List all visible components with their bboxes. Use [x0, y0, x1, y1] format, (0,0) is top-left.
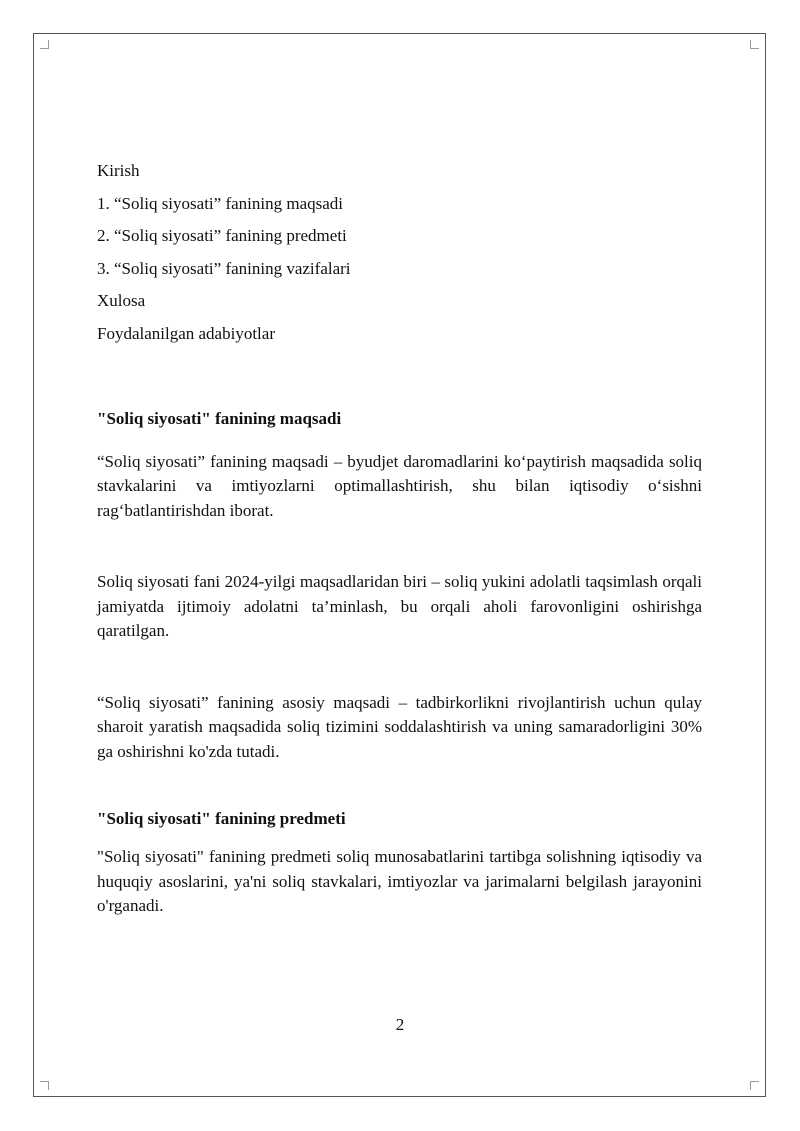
toc-item-1: 1. “Soliq siyosati” fanining maqsadi: [97, 193, 343, 213]
toc-item-references: Foydalanilgan adabiyotlar: [97, 323, 275, 343]
table-of-contents: [97, 160, 702, 345]
paragraph: "Soliq siyosati" fanining predmeti soliq munosabatlarini tartibga solishning iqtisodiy va huquqiy asoslarini, ya'ni soliq stavkalari, imtiyozlar va jarimalarni belgilash jarayonini o'rganadi.: [97, 847, 702, 915]
toc-item-3: 3. “Soliq siyosati” fanining vazifalari: [97, 258, 351, 278]
toc-item-2: 2. “Soliq siyosati” fanining predmeti: [97, 226, 347, 245]
paragraph: Soliq siyosati fani 2024-yilgi maqsadlaridan biri – soliq yukini adolatli taqsimlash orqali jamiyatda ijtimoiy adolatni ta’minlash, bu orqali aholi farovonligini oshirishga qaratilgan.: [97, 572, 702, 640]
crop-mark-top-left: [40, 40, 49, 49]
section-heading-purpose: "Soliq siyosati" fanining maqsadi: [97, 408, 342, 428]
page-number: 2: [395, 1015, 405, 1034]
page-content: [97, 160, 702, 919]
crop-mark-top-right: [750, 40, 759, 49]
section-heading-subject: "Soliq siyosati" fanining predmeti: [97, 809, 346, 828]
paragraph: “Soliq siyosati” fanining maqsadi – byudjet daromadlarini ko‘paytirish maqsadida soliq stavkalarini va imtiyozlarni optimallashtirish, shu bilan iqtisodiy o‘sishni rag‘batlantirishdan iborat.: [97, 451, 702, 520]
crop-mark-bottom-right: [750, 1081, 759, 1090]
crop-mark-bottom-left: [40, 1081, 49, 1090]
paragraph: “Soliq siyosati” fanining asosiy maqsadi – tadbirkorlikni rivojlantirish uchun qulay sharoit yaratish maqsadida soliq tizimini soddalashtirish va uning samaradorligini 30% ga oshirishni ko'zda tutadi.: [97, 692, 702, 761]
toc-item-conclusion: Xulosa: [97, 291, 146, 310]
toc-item-introduction: Kirish: [97, 161, 140, 180]
